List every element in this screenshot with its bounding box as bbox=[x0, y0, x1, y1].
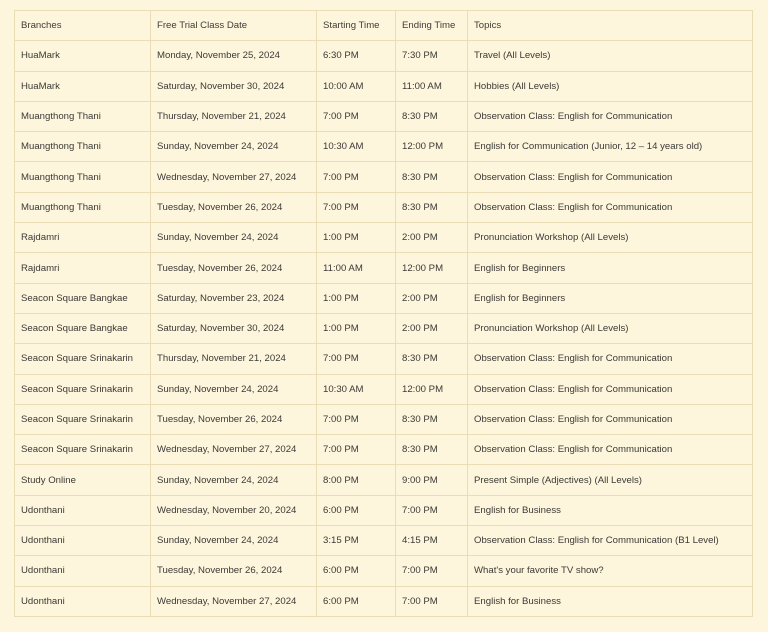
table-row bbox=[15, 374, 753, 404]
cell-date: Wednesday, November 27, 2024 bbox=[151, 435, 317, 465]
cell-ending-time: 2:00 PM bbox=[396, 313, 468, 343]
table-row bbox=[15, 71, 753, 101]
cell-ending-time: 2:00 PM bbox=[396, 223, 468, 253]
cell-starting-time: 10:30 AM bbox=[317, 374, 396, 404]
schedule-table-container bbox=[14, 10, 752, 617]
cell-topic: What's your favorite TV show? bbox=[468, 556, 753, 586]
cell-ending-time: 2:00 PM bbox=[396, 283, 468, 313]
table-row bbox=[15, 556, 753, 586]
cell-starting-time: 7:00 PM bbox=[317, 344, 396, 374]
cell-starting-time: 1:00 PM bbox=[317, 313, 396, 343]
cell-branch: Seacon Square Bangkae bbox=[15, 283, 151, 313]
cell-date: Saturday, November 23, 2024 bbox=[151, 283, 317, 313]
cell-branch: HuaMark bbox=[15, 41, 151, 71]
header-branches: Branches bbox=[15, 11, 151, 41]
cell-starting-time: 1:00 PM bbox=[317, 223, 396, 253]
cell-starting-time: 10:00 AM bbox=[317, 71, 396, 101]
cell-starting-time: 8:00 PM bbox=[317, 465, 396, 495]
trial-class-schedule-table bbox=[14, 10, 753, 617]
table-row bbox=[15, 586, 753, 616]
cell-date: Wednesday, November 27, 2024 bbox=[151, 162, 317, 192]
cell-starting-time: 10:30 AM bbox=[317, 132, 396, 162]
cell-topic: Observation Class: English for Communication bbox=[468, 101, 753, 131]
table-body bbox=[15, 41, 753, 617]
cell-branch: Muangthong Thani bbox=[15, 192, 151, 222]
table-row bbox=[15, 132, 753, 162]
table-row bbox=[15, 253, 753, 283]
cell-branch: Udonthani bbox=[15, 526, 151, 556]
cell-branch: Muangthong Thani bbox=[15, 132, 151, 162]
cell-date: Saturday, November 30, 2024 bbox=[151, 313, 317, 343]
cell-branch: Muangthong Thani bbox=[15, 162, 151, 192]
cell-date: Thursday, November 21, 2024 bbox=[151, 101, 317, 131]
cell-topic: English for Business bbox=[468, 586, 753, 616]
cell-ending-time: 7:00 PM bbox=[396, 556, 468, 586]
cell-topic: Observation Class: English for Communication bbox=[468, 374, 753, 404]
table-header bbox=[15, 11, 753, 41]
cell-date: Tuesday, November 26, 2024 bbox=[151, 556, 317, 586]
cell-branch: Rajdamri bbox=[15, 223, 151, 253]
cell-ending-time: 4:15 PM bbox=[396, 526, 468, 556]
cell-date: Sunday, November 24, 2024 bbox=[151, 223, 317, 253]
cell-topic: Observation Class: English for Communication bbox=[468, 162, 753, 192]
cell-date: Monday, November 25, 2024 bbox=[151, 41, 317, 71]
cell-branch: Udonthani bbox=[15, 556, 151, 586]
cell-branch: Seacon Square Srinakarin bbox=[15, 435, 151, 465]
cell-ending-time: 8:30 PM bbox=[396, 404, 468, 434]
cell-topic: English for Business bbox=[468, 495, 753, 525]
cell-date: Sunday, November 24, 2024 bbox=[151, 132, 317, 162]
cell-topic: English for Beginners bbox=[468, 283, 753, 313]
table-row bbox=[15, 283, 753, 313]
cell-date: Sunday, November 24, 2024 bbox=[151, 374, 317, 404]
cell-starting-time: 6:30 PM bbox=[317, 41, 396, 71]
cell-topic: Pronunciation Workshop (All Levels) bbox=[468, 223, 753, 253]
table-row bbox=[15, 435, 753, 465]
cell-starting-time: 6:00 PM bbox=[317, 586, 396, 616]
cell-date: Tuesday, November 26, 2024 bbox=[151, 404, 317, 434]
cell-topic: Travel (All Levels) bbox=[468, 41, 753, 71]
cell-branch: Seacon Square Srinakarin bbox=[15, 344, 151, 374]
cell-ending-time: 8:30 PM bbox=[396, 192, 468, 222]
cell-branch: Seacon Square Bangkae bbox=[15, 313, 151, 343]
cell-ending-time: 12:00 PM bbox=[396, 132, 468, 162]
cell-starting-time: 3:15 PM bbox=[317, 526, 396, 556]
header-date: Free Trial Class Date bbox=[151, 11, 317, 41]
cell-date: Saturday, November 30, 2024 bbox=[151, 71, 317, 101]
table-row bbox=[15, 223, 753, 253]
table-row bbox=[15, 192, 753, 222]
cell-date: Sunday, November 24, 2024 bbox=[151, 465, 317, 495]
table-row bbox=[15, 162, 753, 192]
cell-starting-time: 7:00 PM bbox=[317, 192, 396, 222]
cell-topic: Hobbies (All Levels) bbox=[468, 71, 753, 101]
cell-topic: Observation Class: English for Communication bbox=[468, 192, 753, 222]
cell-starting-time: 7:00 PM bbox=[317, 404, 396, 434]
cell-ending-time: 7:00 PM bbox=[396, 495, 468, 525]
table-row bbox=[15, 313, 753, 343]
cell-date: Thursday, November 21, 2024 bbox=[151, 344, 317, 374]
cell-ending-time: 12:00 PM bbox=[396, 253, 468, 283]
cell-starting-time: 1:00 PM bbox=[317, 283, 396, 313]
cell-starting-time: 11:00 AM bbox=[317, 253, 396, 283]
cell-date: Tuesday, November 26, 2024 bbox=[151, 192, 317, 222]
cell-branch: Udonthani bbox=[15, 586, 151, 616]
header-row bbox=[15, 11, 753, 41]
cell-topic: Observation Class: English for Communication bbox=[468, 435, 753, 465]
cell-branch: HuaMark bbox=[15, 71, 151, 101]
header-starting-time: Starting Time bbox=[317, 11, 396, 41]
cell-starting-time: 7:00 PM bbox=[317, 162, 396, 192]
cell-topic: Present Simple (Adjectives) (All Levels) bbox=[468, 465, 753, 495]
cell-starting-time: 6:00 PM bbox=[317, 495, 396, 525]
cell-topic: Pronunciation Workshop (All Levels) bbox=[468, 313, 753, 343]
header-ending-time: Ending Time bbox=[396, 11, 468, 41]
cell-branch: Udonthani bbox=[15, 495, 151, 525]
cell-ending-time: 7:00 PM bbox=[396, 586, 468, 616]
cell-date: Tuesday, November 26, 2024 bbox=[151, 253, 317, 283]
cell-topic: English for Beginners bbox=[468, 253, 753, 283]
cell-date: Sunday, November 24, 2024 bbox=[151, 526, 317, 556]
cell-topic: Observation Class: English for Communication bbox=[468, 344, 753, 374]
cell-starting-time: 7:00 PM bbox=[317, 101, 396, 131]
cell-starting-time: 6:00 PM bbox=[317, 556, 396, 586]
cell-ending-time: 7:30 PM bbox=[396, 41, 468, 71]
cell-ending-time: 12:00 PM bbox=[396, 374, 468, 404]
table-row bbox=[15, 101, 753, 131]
cell-branch: Muangthong Thani bbox=[15, 101, 151, 131]
cell-branch: Seacon Square Srinakarin bbox=[15, 404, 151, 434]
table-row bbox=[15, 465, 753, 495]
cell-ending-time: 8:30 PM bbox=[396, 435, 468, 465]
cell-ending-time: 8:30 PM bbox=[396, 162, 468, 192]
cell-ending-time: 9:00 PM bbox=[396, 465, 468, 495]
header-topics: Topics bbox=[468, 11, 753, 41]
table-row bbox=[15, 41, 753, 71]
table-row bbox=[15, 404, 753, 434]
cell-branch: Rajdamri bbox=[15, 253, 151, 283]
cell-topic: Observation Class: English for Communication (B1 Level) bbox=[468, 526, 753, 556]
cell-topic: English for Communication (Junior, 12 – 14 years old) bbox=[468, 132, 753, 162]
cell-date: Wednesday, November 20, 2024 bbox=[151, 495, 317, 525]
cell-branch: Seacon Square Srinakarin bbox=[15, 374, 151, 404]
cell-topic: Observation Class: English for Communication bbox=[468, 404, 753, 434]
cell-ending-time: 8:30 PM bbox=[396, 101, 468, 131]
cell-starting-time: 7:00 PM bbox=[317, 435, 396, 465]
table-row bbox=[15, 344, 753, 374]
cell-ending-time: 11:00 AM bbox=[396, 71, 468, 101]
cell-branch: Study Online bbox=[15, 465, 151, 495]
table-row bbox=[15, 526, 753, 556]
cell-ending-time: 8:30 PM bbox=[396, 344, 468, 374]
cell-date: Wednesday, November 27, 2024 bbox=[151, 586, 317, 616]
table-row bbox=[15, 495, 753, 525]
